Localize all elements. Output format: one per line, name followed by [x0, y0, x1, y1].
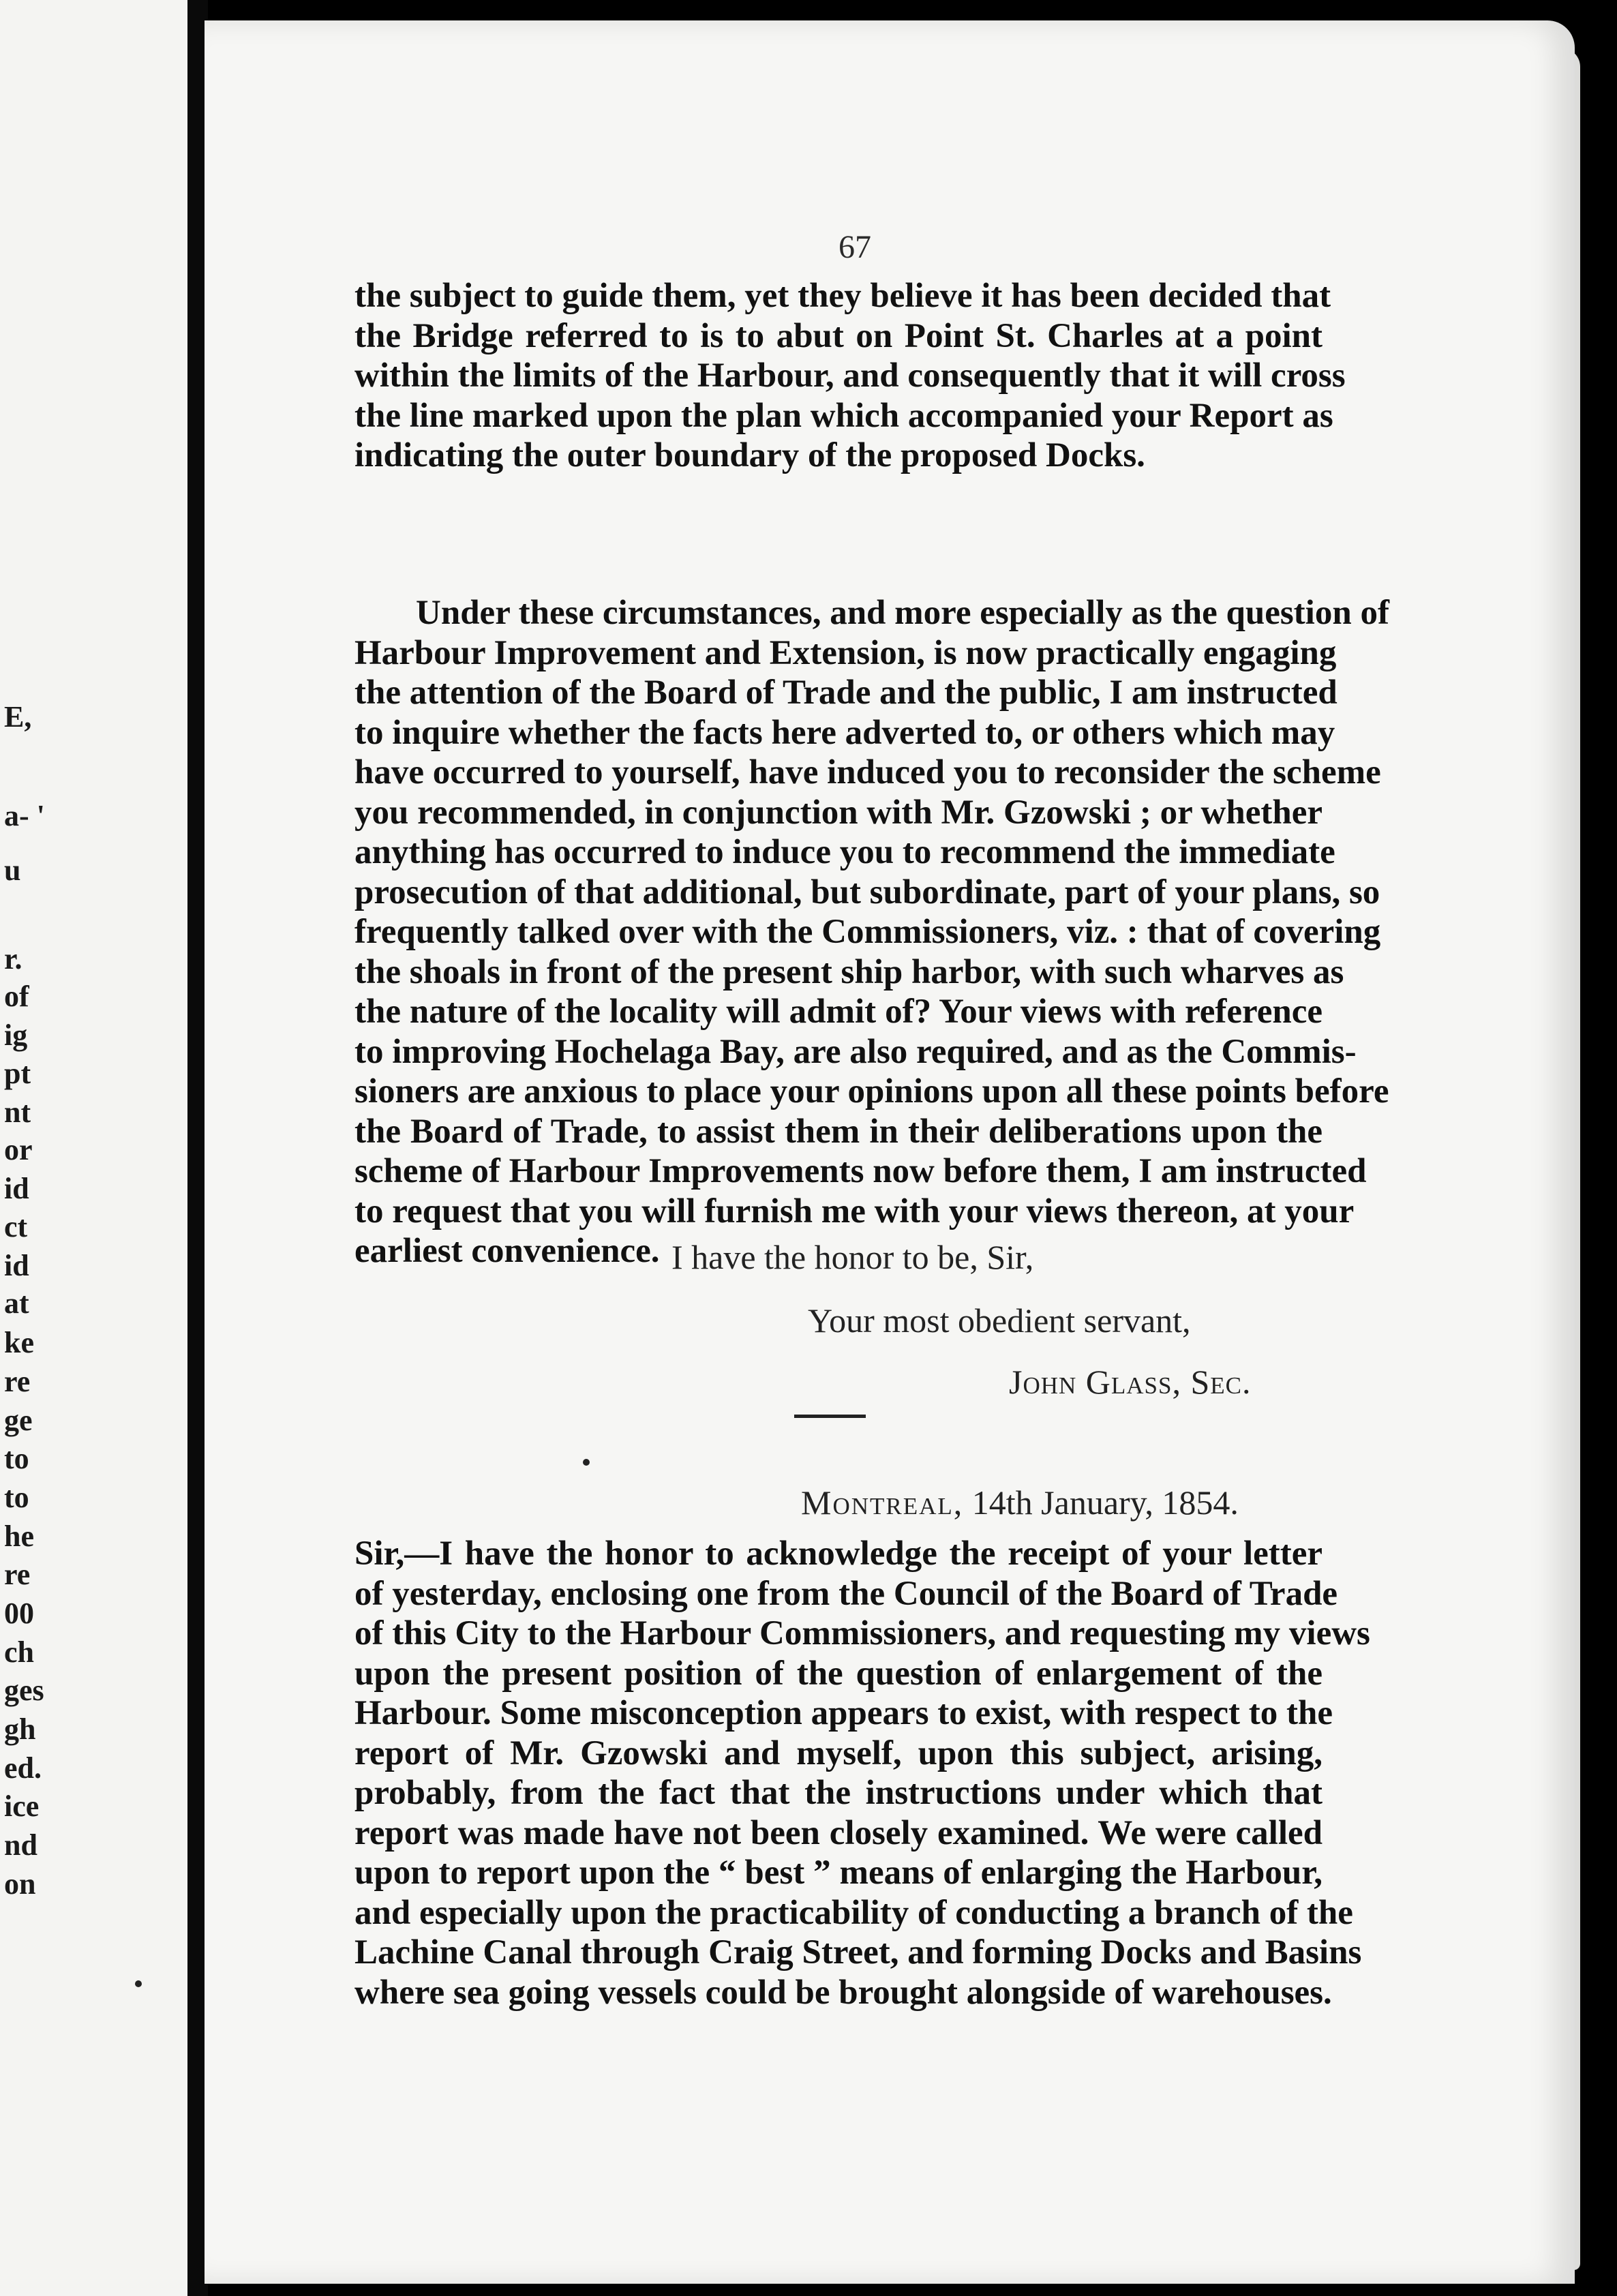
facing-text-fragment: or — [4, 1133, 33, 1166]
text-line: Lachine Canal through Craig Street, and forming Docks and Basins — [354, 1933, 1362, 1972]
text-line: the nature of the locality will admit of? Your views with reference — [354, 993, 1323, 1031]
text-line: the line marked upon the plan which accompanied your Report as — [354, 396, 1333, 435]
text-line: Under these circumstances, and more especially as the question of — [416, 594, 1389, 632]
facing-text-fragment: id — [4, 1172, 29, 1205]
facing-text-fragment: ig — [4, 1018, 28, 1052]
text-line: Harbour Improvement and Extension, is now practically engaging — [354, 633, 1337, 672]
paragraph-continuation — [354, 276, 1346, 476]
facing-text-fragment: ct — [4, 1210, 28, 1243]
text-line: have occurred to yourself, have induced you to reconsider the scheme — [354, 753, 1381, 791]
dateline-place: Montreal, — [801, 1483, 964, 1522]
facing-text-fragment: u — [4, 854, 21, 887]
facing-text-fragment: ge — [4, 1404, 33, 1437]
dateline-date: 14th January, 1854. — [971, 1483, 1239, 1522]
text-line: anything has occurred to induce you to recommend the immediate — [354, 833, 1335, 871]
section-divider — [794, 1415, 866, 1418]
paragraph-reply — [354, 1534, 1370, 2012]
text-line: the Bridge referred to is to abut on Point St. Charles at a point — [354, 316, 1323, 355]
facing-text-fragment: re — [4, 1558, 31, 1591]
facing-text-fragment: 00 — [4, 1597, 34, 1630]
text-line: upon the present position of the question of enlargement of the — [354, 1654, 1323, 1693]
facing-text-fragment: at — [4, 1286, 29, 1320]
facing-text-fragment: E, — [4, 700, 32, 734]
text-line: to request that you will furnish me with your views thereon, at your — [354, 1192, 1355, 1230]
text-line: and especially upon the practicability of conducting a branch of the — [354, 1893, 1353, 1932]
text-line: within the limits of the Harbour, and consequently that it will cross — [354, 357, 1346, 395]
facing-text-fragment: ch — [4, 1635, 34, 1669]
text-line: where sea going vessels could be brought alongside of warehouses. — [354, 1973, 1332, 2012]
text-line: Harbour. Some misconception appears to exist, with respect to the — [354, 1694, 1333, 1732]
text-line: scheme of Harbour Improvements now before them, I am instructed — [354, 1152, 1367, 1190]
text-line: of yesterday, enclosing one from the Council of the Board of Trade — [354, 1574, 1338, 1613]
text-line: the attention of the Board of Trade and the public, I am instructed — [354, 674, 1338, 712]
text-line: Sir,—I have the honor to acknowledge the receipt of your letter — [354, 1535, 1323, 1573]
facing-text-fragment: nd — [4, 1828, 37, 1862]
text-line: report of Mr. Gzowski and myself, upon this subject, arising, — [354, 1734, 1323, 1772]
ink-speck — [135, 1980, 142, 1987]
text-line: the subject to guide them, yet they believe it has been decided that — [354, 277, 1331, 315]
facing-text-fragment: ed. — [4, 1751, 42, 1785]
facing-text-fragment: to — [4, 1481, 29, 1514]
text-line: sioners are anxious to place your opinions upon all these points before — [354, 1072, 1389, 1111]
facing-text-fragment: id — [4, 1249, 29, 1282]
closing-salutation: I have the honor to be, Sir, — [671, 1238, 1034, 1276]
facing-text-fragment: of — [4, 980, 29, 1013]
text-line: frequently talked over with the Commissioners, viz. : that of covering — [354, 913, 1381, 951]
facing-text-fragment: on — [4, 1867, 36, 1901]
text-line: indicating the outer boundary of the proposed Docks. — [354, 436, 1145, 474]
text-line: to inquire whether the facts here adverted to, or others which may — [354, 713, 1335, 752]
text-line: the shoals in front of the present ship harbor, with such wharves as — [354, 952, 1344, 991]
text-line: to improving Hochelaga Bay, are also required, and as the Commis- — [354, 1032, 1357, 1071]
text-line: prosecution of that additional, but subordinate, part of your plans, so — [354, 873, 1380, 911]
page-number: 67 — [838, 229, 871, 265]
facing-text-fragment: re — [4, 1365, 31, 1398]
ink-speck — [583, 1459, 590, 1466]
facing-text-fragment: a- ' — [4, 799, 45, 832]
facing-text-fragment: ke — [4, 1326, 34, 1359]
paragraph-inquiry — [354, 593, 1389, 1271]
facing-page-fragment — [0, 0, 198, 2296]
facing-text-fragment: ice — [4, 1789, 40, 1823]
facing-text-fragment: pt — [4, 1057, 31, 1090]
text-line: the Board of Trade, to assist them in their deliberations upon the — [354, 1112, 1323, 1151]
facing-text-fragment: nt — [4, 1096, 31, 1129]
text-line: probably, from the fact that the instructions under which that — [354, 1774, 1323, 1812]
text-line: you recommended, in conjunction with Mr. Gzowski ; or whether — [354, 793, 1323, 832]
facing-text-fragment: to — [4, 1442, 29, 1475]
text-line: upon to report upon the “ best ” means of enlarging the Harbour, — [354, 1854, 1323, 1892]
facing-text-fragment: he — [4, 1520, 34, 1553]
signature: John Glass, Sec. — [1009, 1363, 1252, 1401]
dateline — [801, 1483, 1239, 1522]
text-line: of this City to the Harbour Commissioners, and requesting my views — [354, 1614, 1370, 1652]
facing-text-fragment: ges — [4, 1674, 44, 1707]
facing-text-fragment: r. — [4, 942, 22, 976]
text-line: report was made have not been closely examined. We were called — [354, 1813, 1323, 1852]
facing-text-fragment: gh — [4, 1712, 36, 1746]
closing-valediction: Your most obedient servant, — [808, 1301, 1191, 1340]
text-line: earliest convenience. — [354, 1232, 660, 1270]
